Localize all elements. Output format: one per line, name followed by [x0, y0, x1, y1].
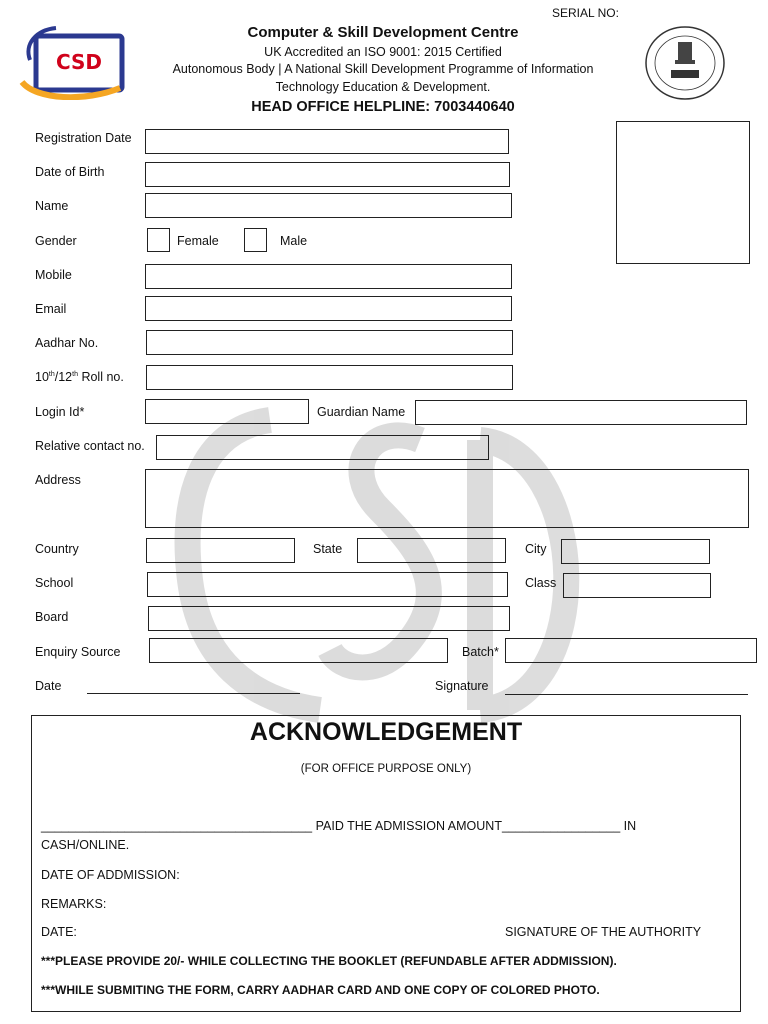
female-checkbox[interactable] — [147, 228, 170, 252]
dob-input[interactable] — [145, 162, 510, 187]
address-input[interactable] — [145, 469, 749, 528]
date-label: Date — [35, 679, 62, 693]
batch-label: Batch* — [462, 645, 499, 659]
board-input[interactable] — [148, 606, 510, 631]
city-input[interactable] — [561, 539, 710, 564]
signature-label: Signature — [435, 679, 489, 693]
school-label: School — [35, 576, 74, 590]
login-id-label: Login Id* — [35, 405, 85, 419]
logo-text: CSD — [55, 50, 103, 74]
date-of-admission-label: DATE OF ADDMISSION: — [41, 868, 180, 882]
country-label: Country — [35, 542, 79, 556]
mobile-input[interactable] — [145, 264, 512, 289]
paid-amount-line: _______________________________________ PAID THE ADMISSION AMOUNT_________________ IN — [41, 819, 637, 833]
photo-box[interactable] — [616, 121, 750, 264]
autonomous-line: Autonomous Body | A National Skill Development Programme of Information — [172, 62, 594, 76]
email-input[interactable] — [145, 296, 512, 321]
csd-logo — [16, 22, 128, 100]
aadhar-note: ***WHILE SUBMITING THE FORM, CARRY AADHAR CARD AND ONE COPY OF COLORED PHOTO. — [41, 983, 600, 997]
male-checkbox[interactable] — [244, 228, 267, 252]
male-label: Male — [280, 234, 308, 248]
roll-no-label: 10th/12th Roll no. — [35, 370, 124, 384]
class-input[interactable] — [563, 573, 711, 598]
authority-signature-label: SIGNATURE OF THE AUTHORITY — [505, 925, 702, 939]
dob-label: Date of Birth — [35, 165, 105, 179]
mobile-label: Mobile — [35, 268, 72, 282]
address-label: Address — [35, 473, 81, 487]
ack-title: ACKNOWLEDGEMENT — [249, 718, 523, 746]
ack-subtitle: (FOR OFFICE PURPOSE ONLY) — [300, 763, 472, 775]
guardian-name-input[interactable] — [415, 400, 747, 425]
guardian-name-label: Guardian Name — [317, 405, 406, 419]
registration-date-input[interactable] — [145, 129, 509, 154]
board-label: Board — [35, 610, 69, 624]
helpline: HEAD OFFICE HELPLINE: 7003440640 — [251, 99, 515, 115]
registration-date-label: Registration Date — [35, 131, 132, 145]
cash-online-text: CASH/ONLINE. — [41, 838, 130, 852]
signature-line[interactable] — [505, 694, 748, 695]
aadhar-label: Aadhar No. — [35, 336, 99, 350]
class-label: Class — [525, 576, 557, 590]
serial-no-label: SERIAL NO: — [552, 6, 619, 20]
email-label: Email — [35, 302, 67, 316]
relative-contact-label: Relative contact no. — [35, 439, 145, 453]
login-id-input[interactable] — [145, 399, 309, 424]
acknowledgement-box — [31, 715, 741, 1012]
remarks-label: REMARKS: — [41, 897, 107, 911]
org-name: Computer & Skill Development Centre — [247, 24, 519, 41]
roll-no-input[interactable] — [146, 365, 513, 390]
enquiry-source-label: Enquiry Source — [35, 645, 121, 659]
name-label: Name — [35, 199, 69, 213]
name-input[interactable] — [145, 193, 512, 218]
state-label: State — [313, 542, 343, 556]
aadhar-input[interactable] — [146, 330, 513, 355]
date-line[interactable] — [87, 693, 300, 694]
technology-line: Technology Education & Development. — [275, 80, 491, 94]
msme-seal-icon — [643, 24, 727, 102]
city-label: City — [525, 542, 547, 556]
country-input[interactable] — [146, 538, 295, 563]
state-input[interactable] — [357, 538, 506, 563]
female-label: Female — [177, 234, 219, 248]
relative-contact-input[interactable] — [156, 435, 489, 460]
booklet-note: ***PLEASE PROVIDE 20/- WHILE COLLECTING THE BOOKLET (REFUNDABLE AFTER ADDMISSION). — [41, 954, 617, 968]
batch-input[interactable] — [505, 638, 757, 663]
school-input[interactable] — [147, 572, 508, 597]
ack-date-label: DATE: — [41, 925, 77, 939]
accreditation-line: UK Accredited an ISO 9001: 2015 Certified — [264, 45, 502, 59]
gender-label: Gender — [35, 234, 77, 248]
enquiry-source-input[interactable] — [149, 638, 448, 663]
